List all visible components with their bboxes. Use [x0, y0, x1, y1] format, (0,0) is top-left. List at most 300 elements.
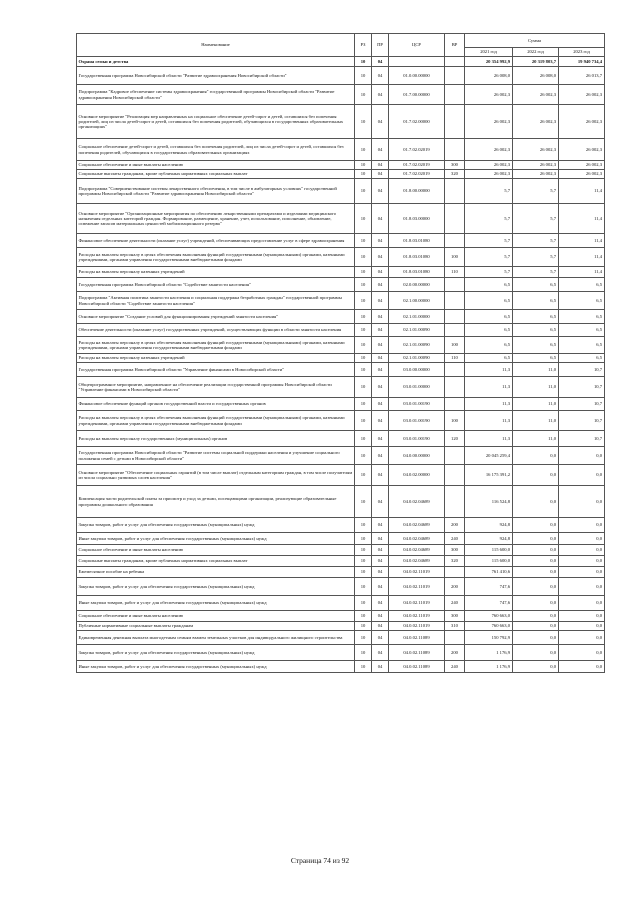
cell-2021: 20 354 992,9: [465, 57, 513, 67]
cell-pr: 04: [372, 465, 389, 486]
cell-2023: 0,0: [559, 661, 605, 673]
cell-2021: 115 600,0: [465, 545, 513, 556]
cell-pr: 04: [372, 204, 389, 234]
cell-2023: 26 002,3: [559, 105, 605, 139]
cell-csr: 04.0.02.00000: [389, 465, 445, 486]
cell-2021: 20 045 259,4: [465, 447, 513, 465]
cell-2022: 0,0: [513, 567, 559, 578]
cell-2021: 11,3: [465, 411, 513, 431]
cell-name: Подпрограмма "Совершенствование системы лекарственного обеспечения, в том числе в амбулаторных условиях" государственной программы Новосибирской области "Развитие здравоохранения Новосибирской области": [77, 179, 355, 204]
cell-vr: [445, 465, 465, 486]
cell-vr: [445, 486, 465, 518]
cell-pr: 04: [372, 234, 389, 248]
table-row: [77, 398, 605, 411]
cell-2021: 26 002,3: [465, 161, 513, 170]
cell-2021: 6,5: [465, 310, 513, 324]
cell-2022: 26 002,3: [513, 161, 559, 170]
cell-rz: 10: [355, 170, 372, 179]
table-row: [77, 533, 605, 545]
cell-2022: 0,0: [513, 533, 559, 545]
cell-csr: 04.0.02.04689: [389, 533, 445, 545]
cell-name: Единовременная денежная выплата многодетным семьям взамен земельных участков для индивидуального жилищного строительства: [77, 631, 355, 645]
cell-2022: 26 002,3: [513, 105, 559, 139]
cell-2023: 0,0: [559, 486, 605, 518]
cell-rz: 10: [355, 278, 372, 292]
cell-csr: [389, 57, 445, 67]
cell-csr: 04.0.02.04689: [389, 486, 445, 518]
cell-2023: 6,5: [559, 310, 605, 324]
cell-2023: 11,4: [559, 248, 605, 267]
cell-2022: 11,0: [513, 398, 559, 411]
header-pr: ПР: [372, 34, 389, 57]
cell-2021: 6,5: [465, 337, 513, 354]
cell-csr: 04.0.02.11019: [389, 622, 445, 631]
cell-name: Основное мероприятие "Обеспечение социальных гарантий (в том числе выплат) отдельным категориям граждан, в том числе получателям из числа социально уязвимых слоев населения": [77, 465, 355, 486]
cell-name: Подпрограмма "Кадровое обеспечение системы здравоохранения" государственной программы Новосибирской области "Развитие здравоохранения Новосибирской области": [77, 85, 355, 105]
cell-vr: 300: [445, 161, 465, 170]
cell-2023: 0,0: [559, 631, 605, 645]
cell-2021: 11,3: [465, 377, 513, 398]
cell-csr: 04.0.00.00000: [389, 447, 445, 465]
cell-vr: [445, 179, 465, 204]
cell-2023: 10,7: [559, 398, 605, 411]
table-row: [77, 67, 605, 85]
cell-rz: 10: [355, 67, 372, 85]
table-row: [77, 139, 605, 161]
table-row: [77, 179, 605, 204]
table-row: [77, 411, 605, 431]
header-vr: ВР: [445, 34, 465, 57]
cell-pr: 04: [372, 447, 389, 465]
cell-2023: 0,0: [559, 645, 605, 661]
table-row: [77, 204, 605, 234]
cell-2023: 19 940 734,4: [559, 57, 605, 67]
cell-vr: [445, 278, 465, 292]
cell-2021: 16 175 391,2: [465, 465, 513, 486]
cell-rz: 10: [355, 363, 372, 377]
table-row: [77, 292, 605, 310]
cell-name: Расходы на выплаты персоналу казенных учреждений: [77, 267, 355, 278]
table-row: [77, 278, 605, 292]
cell-rz: 10: [355, 161, 372, 170]
cell-vr: 240: [445, 596, 465, 611]
table-row: [77, 631, 605, 645]
table-row: [77, 170, 605, 179]
cell-csr: 04.0.02.04689: [389, 518, 445, 533]
cell-2023: 6,5: [559, 278, 605, 292]
cell-2022: 11,0: [513, 411, 559, 431]
cell-name: Охрана семьи и детства: [77, 57, 355, 67]
cell-name: Социальное обеспечение и иные выплаты населению: [77, 545, 355, 556]
cell-pr: 04: [372, 57, 389, 67]
cell-name: Публичные нормативные социальные выплаты гражданам: [77, 622, 355, 631]
cell-2022: 0,0: [513, 486, 559, 518]
cell-2021: 5,7: [465, 248, 513, 267]
cell-vr: [445, 204, 465, 234]
cell-rz: 10: [355, 661, 372, 673]
budget-table: [76, 33, 605, 673]
cell-rz: 10: [355, 377, 372, 398]
cell-csr: 04.0.02.11019: [389, 567, 445, 578]
cell-rz: 10: [355, 139, 372, 161]
cell-rz: 10: [355, 267, 372, 278]
cell-pr: 04: [372, 354, 389, 363]
cell-rz: 10: [355, 57, 372, 67]
cell-rz: 10: [355, 486, 372, 518]
table-row: [77, 447, 605, 465]
table-row: [77, 267, 605, 278]
cell-rz: 10: [355, 578, 372, 596]
cell-pr: 04: [372, 324, 389, 337]
cell-2021: 1 176,9: [465, 645, 513, 661]
cell-2023: 0,0: [559, 578, 605, 596]
cell-2021: 11,3: [465, 431, 513, 447]
cell-name: Расходы на выплаты персоналу государственных (муниципальных) органов: [77, 431, 355, 447]
cell-2023: 6,5: [559, 337, 605, 354]
cell-csr: 01.7.02.00000: [389, 105, 445, 139]
cell-csr: 02.1.01.00090: [389, 337, 445, 354]
cell-2021: 5,7: [465, 234, 513, 248]
cell-vr: [445, 324, 465, 337]
cell-csr: 01.7.02.02019: [389, 161, 445, 170]
cell-2023: 11,4: [559, 204, 605, 234]
cell-vr: 110: [445, 354, 465, 363]
cell-pr: 04: [372, 545, 389, 556]
cell-2021: 6,5: [465, 278, 513, 292]
cell-name: Расходы на выплаты персоналу в целях обеспечения выполнения функций государственными (муниципальными) органами, казенными учреждениями, органами управления государственными внебюджетными фондами: [77, 248, 355, 267]
cell-2023: 6,5: [559, 292, 605, 310]
cell-2022: 6,5: [513, 310, 559, 324]
cell-pr: 04: [372, 278, 389, 292]
table-row: [77, 596, 605, 611]
cell-vr: 200: [445, 645, 465, 661]
cell-csr: 03.0.01.00190: [389, 431, 445, 447]
table-row: [77, 85, 605, 105]
cell-rz: 10: [355, 465, 372, 486]
table-row: [77, 661, 605, 673]
table-row: [77, 567, 605, 578]
cell-2021: 116 524,8: [465, 486, 513, 518]
cell-2023: 0,0: [559, 567, 605, 578]
cell-vr: 320: [445, 556, 465, 567]
cell-2021: 5,7: [465, 204, 513, 234]
cell-2023: 26 002,3: [559, 85, 605, 105]
cell-name: Финансовое обеспечение функций органов государственной власти и государственных органов: [77, 398, 355, 411]
table-row: [77, 161, 605, 170]
cell-csr: 01.7.02.02019: [389, 139, 445, 161]
cell-2022: 6,5: [513, 354, 559, 363]
header-csr: ЦСР: [389, 34, 445, 57]
cell-pr: 04: [372, 645, 389, 661]
cell-pr: 04: [372, 179, 389, 204]
cell-2023: 10,7: [559, 411, 605, 431]
cell-2021: 150 792,9: [465, 631, 513, 645]
cell-2021: 924,8: [465, 518, 513, 533]
cell-vr: 310: [445, 622, 465, 631]
cell-rz: 10: [355, 337, 372, 354]
cell-2022: 26 002,3: [513, 85, 559, 105]
cell-rz: 10: [355, 545, 372, 556]
cell-name: Финансовое обеспечение деятельности (оказание услуг) учреждений, обеспечивающих предоставление услуг в сфере здравоохранения: [77, 234, 355, 248]
cell-2021: 924,8: [465, 533, 513, 545]
cell-2021: 1 176,9: [465, 661, 513, 673]
cell-2022: 11,0: [513, 363, 559, 377]
cell-2021: 26 002,3: [465, 139, 513, 161]
cell-2022: 0,0: [513, 661, 559, 673]
header-rz: РЗ: [355, 34, 372, 57]
cell-2022: 20 319 803,7: [513, 57, 559, 67]
cell-vr: 100: [445, 411, 465, 431]
cell-rz: 10: [355, 204, 372, 234]
cell-pr: 04: [372, 161, 389, 170]
table-row: [77, 578, 605, 596]
cell-csr: 04.0.02.11089: [389, 631, 445, 645]
cell-csr: 02.1.00.00000: [389, 292, 445, 310]
cell-vr: 300: [445, 611, 465, 622]
cell-name: Подпрограмма "Активная политика занятости населения и социальная поддержка безработных граждан" государственной программы Новосибирской области "Содействие занятости населения": [77, 292, 355, 310]
cell-name: Социальное обеспечение и иные выплаты населению: [77, 161, 355, 170]
cell-pr: 04: [372, 596, 389, 611]
cell-2023: 26 002,3: [559, 139, 605, 161]
cell-2022: 5,7: [513, 179, 559, 204]
table-row: [77, 310, 605, 324]
cell-pr: 04: [372, 267, 389, 278]
cell-2022: 26 008,0: [513, 67, 559, 85]
cell-name: Социальное обеспечение и иные выплаты населению: [77, 611, 355, 622]
cell-pr: 04: [372, 556, 389, 567]
table-body: [77, 57, 605, 673]
cell-vr: [445, 363, 465, 377]
cell-name: Закупка товаров, работ и услуг для обеспечения государственных (муниципальных) нужд: [77, 578, 355, 596]
cell-name: Социальное обеспечение детей-сирот и детей, оставшихся без попечения родителей, лиц из числа детей-сирот и детей, оставшихся без попечения родителей, обучающихся в государственных образовательных организациях: [77, 139, 355, 161]
cell-csr: 01.8.00.00000: [389, 179, 445, 204]
cell-pr: 04: [372, 631, 389, 645]
cell-csr: 03.0.01.00000: [389, 377, 445, 398]
cell-2023: 0,0: [559, 545, 605, 556]
cell-csr: 04.0.02.11019: [389, 578, 445, 596]
table-row: [77, 337, 605, 354]
cell-rz: 10: [355, 596, 372, 611]
table-row: [77, 465, 605, 486]
cell-csr: 04.0.02.04689: [389, 556, 445, 567]
cell-csr: 02.1.01.00090: [389, 324, 445, 337]
cell-rz: 10: [355, 248, 372, 267]
cell-csr: 04.0.02.11089: [389, 661, 445, 673]
cell-rz: 10: [355, 645, 372, 661]
cell-2022: 26 002,3: [513, 170, 559, 179]
cell-name: Социальные выплаты гражданам, кроме публичных нормативных социальных выплат: [77, 170, 355, 179]
cell-2023: 0,0: [559, 533, 605, 545]
cell-pr: 04: [372, 310, 389, 324]
header-sum: Сумма: [465, 34, 605, 48]
cell-rz: 10: [355, 398, 372, 411]
cell-rz: 10: [355, 354, 372, 363]
cell-name: Государственная программа Новосибирской области "Развитие здравоохранения Новосибирской области": [77, 67, 355, 85]
cell-2023: 11,4: [559, 234, 605, 248]
cell-2023: 10,7: [559, 363, 605, 377]
cell-2023: 10,7: [559, 431, 605, 447]
cell-vr: 200: [445, 518, 465, 533]
cell-2021: 115 600,0: [465, 556, 513, 567]
cell-2022: 5,7: [513, 234, 559, 248]
cell-name: Государственная программа Новосибирской области "Управление финансами в Новосибирской области": [77, 363, 355, 377]
header-year-2023: 2023 год: [559, 48, 605, 57]
cell-vr: 110: [445, 267, 465, 278]
cell-name: Иные закупки товаров, работ и услуг для обеспечения государственных (муниципальных) нужд: [77, 661, 355, 673]
cell-name: Основное мероприятие "Создание условий для функционирования учреждений занятости населения": [77, 310, 355, 324]
cell-name: Иные закупки товаров, работ и услуг для обеспечения государственных (муниципальных) нужд: [77, 596, 355, 611]
table-row: [77, 486, 605, 518]
table-row: [77, 556, 605, 567]
cell-vr: 320: [445, 170, 465, 179]
cell-rz: 10: [355, 556, 372, 567]
cell-2022: 6,5: [513, 292, 559, 310]
cell-2021: 26 002,3: [465, 105, 513, 139]
cell-vr: [445, 631, 465, 645]
cell-2022: 5,7: [513, 204, 559, 234]
cell-rz: 10: [355, 631, 372, 645]
cell-vr: [445, 310, 465, 324]
cell-rz: 10: [355, 431, 372, 447]
table-row: [77, 363, 605, 377]
cell-2022: 0,0: [513, 465, 559, 486]
cell-csr: 01.7.02.02019: [389, 170, 445, 179]
cell-2023: 11,4: [559, 267, 605, 278]
cell-csr: 04.0.02.11089: [389, 645, 445, 661]
cell-csr: 01.7.00.00000: [389, 85, 445, 105]
cell-2021: 747,6: [465, 578, 513, 596]
cell-rz: 10: [355, 533, 372, 545]
table-row: [77, 354, 605, 363]
cell-pr: 04: [372, 486, 389, 518]
cell-vr: [445, 57, 465, 67]
cell-csr: 04.0.02.04689: [389, 545, 445, 556]
cell-2021: 5,7: [465, 179, 513, 204]
cell-vr: 100: [445, 337, 465, 354]
cell-csr: 01.8.03.01080: [389, 248, 445, 267]
cell-rz: 10: [355, 622, 372, 631]
cell-vr: 120: [445, 431, 465, 447]
page-number: Страница 74 из 92: [290, 856, 350, 865]
cell-2022: 0,0: [513, 447, 559, 465]
cell-pr: 04: [372, 248, 389, 267]
table-row: [77, 234, 605, 248]
cell-2023: 0,0: [559, 556, 605, 567]
cell-2021: 26 002,3: [465, 170, 513, 179]
table-row: [77, 105, 605, 139]
header-year-2021: 2021 год: [465, 48, 513, 57]
cell-vr: [445, 447, 465, 465]
cell-2021: 11,3: [465, 398, 513, 411]
cell-2023: 6,5: [559, 354, 605, 363]
cell-pr: 04: [372, 578, 389, 596]
table-row: [77, 622, 605, 631]
cell-vr: [445, 139, 465, 161]
cell-vr: 200: [445, 578, 465, 596]
cell-name: Социальные выплаты гражданам, кроме публичных нормативных социальных выплат: [77, 556, 355, 567]
cell-2023: 0,0: [559, 596, 605, 611]
cell-rz: 10: [355, 411, 372, 431]
cell-2021: 760 663,0: [465, 622, 513, 631]
cell-2022: 5,7: [513, 267, 559, 278]
table-row: [77, 611, 605, 622]
table-row: [77, 518, 605, 533]
cell-name: Закупка товаров, работ и услуг для обеспечения государственных (муниципальных) нужд: [77, 518, 355, 533]
table-header: [77, 34, 605, 57]
cell-pr: 04: [372, 337, 389, 354]
cell-2022: 5,7: [513, 248, 559, 267]
cell-2022: 0,0: [513, 645, 559, 661]
cell-name: Обеспечение деятельности (оказание услуг) государственных учреждений, осуществляющих функции в области занятости населения: [77, 324, 355, 337]
cell-csr: 01.0.00.00000: [389, 67, 445, 85]
cell-name: Общепрограммное мероприятие, направленное на обеспечение реализации государственной программы Новосибирской области "Управление финансами в Новосибирской области": [77, 377, 355, 398]
cell-vr: [445, 105, 465, 139]
cell-rz: 10: [355, 518, 372, 533]
cell-2023: 0,0: [559, 611, 605, 622]
cell-2023: 26 013,7: [559, 67, 605, 85]
table-row: [77, 248, 605, 267]
cell-csr: 03.0.00.00000: [389, 363, 445, 377]
cell-name: Закупка товаров, работ и услуг для обеспечения государственных (муниципальных) нужд: [77, 645, 355, 661]
header-year-2022: 2022 год: [513, 48, 559, 57]
cell-2022: 0,0: [513, 611, 559, 622]
cell-pr: 04: [372, 139, 389, 161]
cell-pr: 04: [372, 533, 389, 545]
cell-pr: 04: [372, 170, 389, 179]
cell-2023: 0,0: [559, 465, 605, 486]
cell-csr: 02.1.01.00000: [389, 310, 445, 324]
cell-2023: 0,0: [559, 447, 605, 465]
cell-2023: 6,5: [559, 324, 605, 337]
cell-vr: [445, 234, 465, 248]
cell-2021: 761 410,6: [465, 567, 513, 578]
budget-table-sheet: [76, 33, 604, 673]
cell-pr: 04: [372, 411, 389, 431]
cell-2022: 6,5: [513, 337, 559, 354]
cell-2023: 0,0: [559, 518, 605, 533]
cell-2023: 10,7: [559, 377, 605, 398]
cell-name: Иные закупки товаров, работ и услуг для обеспечения государственных (муниципальных) нужд: [77, 533, 355, 545]
cell-pr: 04: [372, 567, 389, 578]
cell-pr: 04: [372, 292, 389, 310]
cell-2023: 26 002,3: [559, 170, 605, 179]
cell-pr: 04: [372, 85, 389, 105]
cell-2021: 760 663,0: [465, 611, 513, 622]
cell-2022: 6,5: [513, 278, 559, 292]
cell-2022: 0,0: [513, 631, 559, 645]
table-row: [77, 377, 605, 398]
cell-2023: 26 002,3: [559, 161, 605, 170]
cell-csr: 01.8.03.00000: [389, 204, 445, 234]
cell-name: Расходы на выплаты персоналу в целях обеспечения выполнения функций государственными (муниципальными) органами, казенными учреждениями, органами управления государственными внебюджетными фондами: [77, 411, 355, 431]
cell-pr: 04: [372, 431, 389, 447]
cell-vr: 300: [445, 545, 465, 556]
table-row: [77, 57, 605, 67]
cell-csr: 04.0.02.11019: [389, 611, 445, 622]
table-row: [77, 545, 605, 556]
cell-rz: 10: [355, 85, 372, 105]
cell-vr: [445, 67, 465, 85]
cell-rz: 10: [355, 105, 372, 139]
cell-pr: 04: [372, 661, 389, 673]
cell-name: Государственная программа Новосибирской области "Развитие системы социальной поддержки населения и улучшение социального положения семей с детьми в Новосибирской области": [77, 447, 355, 465]
cell-pr: 04: [372, 518, 389, 533]
cell-name: Государственная программа Новосибирской области "Содействие занятости населения": [77, 278, 355, 292]
table-row: [77, 431, 605, 447]
cell-2022: 26 002,3: [513, 139, 559, 161]
cell-vr: 240: [445, 533, 465, 545]
cell-2023: 11,4: [559, 179, 605, 204]
